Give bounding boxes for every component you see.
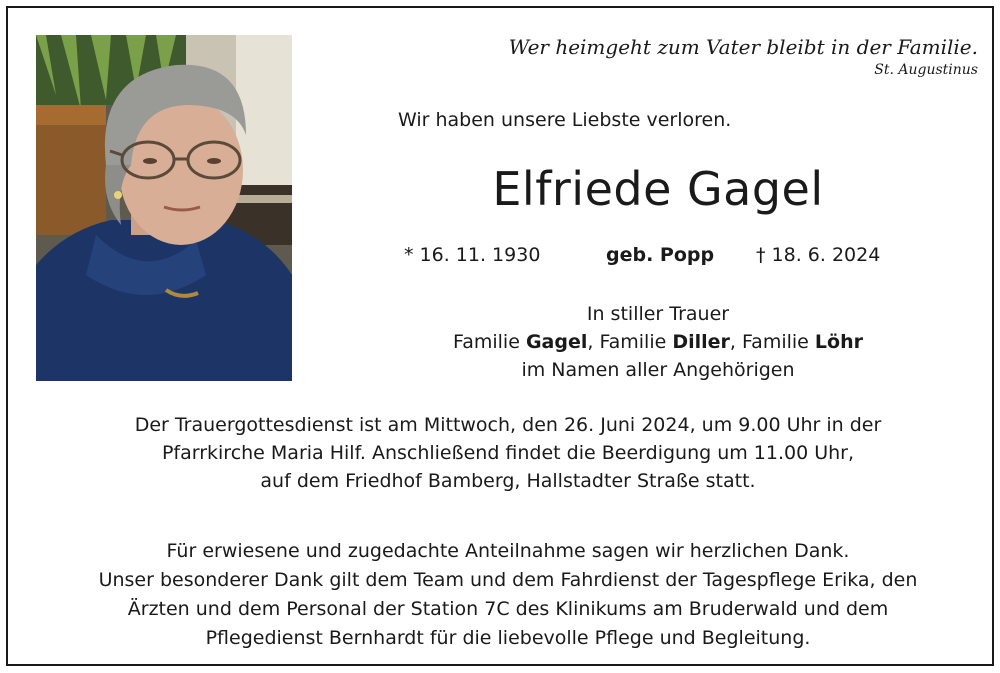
mourning-line: In stiller Trauer [586,303,730,325]
service-line: Der Trauergottesdienst ist am Mittwoch, den 26. Juni 2024, um 9.00 Uhr in der [134,414,882,436]
family-name-3: Löhr [814,331,863,353]
service-line: auf dem Friedhof Bamberg, Hallstadter Straße statt. [260,470,756,492]
portrait-photo [36,35,292,381]
motto-quote: Wer heimgeht zum Vater bleibt in der Familie. [508,35,978,59]
death-date: † 18. 6. 2024 [756,244,881,266]
intro-text: Wir haben unsere Liebste verloren. [398,109,732,131]
family-name-2: Diller [672,331,730,353]
family-name-1: Gagel [525,331,588,353]
family-separator-2: , Familie [729,331,815,353]
relatives-line: im Namen aller Angehörigen [521,359,795,381]
portrait-image [36,35,292,381]
mourners-block [318,300,998,384]
family-separator-1: , Familie [587,331,673,353]
motto-source: St. Augustinus [874,62,978,78]
motto [509,34,978,80]
thanks-line: Ärzten und dem Personal der Station 7C des Klinikums am Bruderwald und dem [127,598,889,620]
obituary-frame [6,6,994,666]
thanks-line: Unser besonderer Dank gilt dem Team und dem Fahrdienst der Tagespflege Erika, den [98,569,918,591]
thanks-line: Für erwiesene und zugedachte Anteilnahme sagen wir herzlichen Dank. [166,540,850,562]
birth-date: * 16. 11. 1930 [404,244,541,266]
service-line: Pfarrkirche Maria Hilf. Anschließend findet die Beerdigung um 11.00 Uhr, [161,442,855,464]
thanks-line: Pflegedienst Bernhardt für die liebevolle Pflege und Begleitung. [205,627,811,649]
families-line [318,328,998,356]
thanks-text [16,537,1000,653]
maiden-name: geb. Popp [606,244,715,266]
service-info [16,411,1000,495]
deceased-name: Elfriede Gagel [492,162,824,216]
family-prefix: Familie [453,331,526,353]
